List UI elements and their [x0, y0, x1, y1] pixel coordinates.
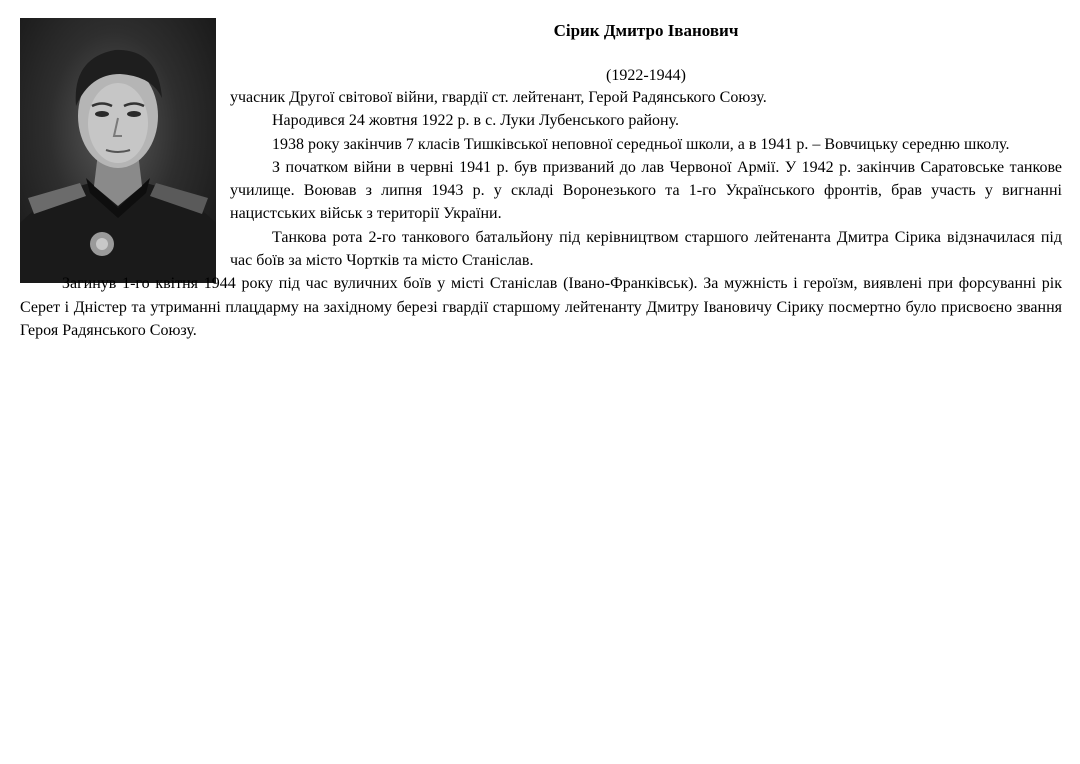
paragraph-birth: Народився 24 жовтня 1922 р. в с. Луки Лубенського району.: [272, 112, 679, 130]
paragraph-death: Загинув 1-го квітня 1944 року під час вуличних боїв у місті Станіслав (Івано-Франківськ). За мужність і героїзм, виявлені при форсуванні рік Серет і Дністер та утриманні плацдарму на західному березі гвардії старшому лейтенанту Дмитру Івановичу Сірику посмертно було присвоєно звання Героя Радянського Союзу.: [20, 275, 1062, 339]
biography-text: [20, 86, 1062, 342]
paragraph-education: 1938 року закінчив 7 класів Тишківської неповної середньої школи, а в 1941 р. – Вовчицьку середню школу.: [272, 135, 1010, 153]
paragraph-service: З початком війни в червні 1941 р. був призваний до лав Червоної Армії. У 1942 р. закінчив Саратовське танкове училище. Воював з липня 1943 р. у складі Воронезького та 1-го Українського фронтів, брав участь у вигнанні нацистських військ з території України.: [230, 158, 1062, 223]
page-title: Сірик Дмитро Іванович: [553, 21, 739, 40]
paragraph-intro: учасник Другої світової війни, гвардії ст. лейтенант, Герой Радянського Союзу.: [230, 89, 767, 106]
life-years: (1922-1944): [606, 67, 686, 84]
paragraph-tank-company: Танкова рота 2-го танкового батальйону під керівництвом старшого лейтенанта Дмитра Сірика відзначилася під час боїв за місто Чортків та місто Станіслав.: [230, 228, 1062, 270]
